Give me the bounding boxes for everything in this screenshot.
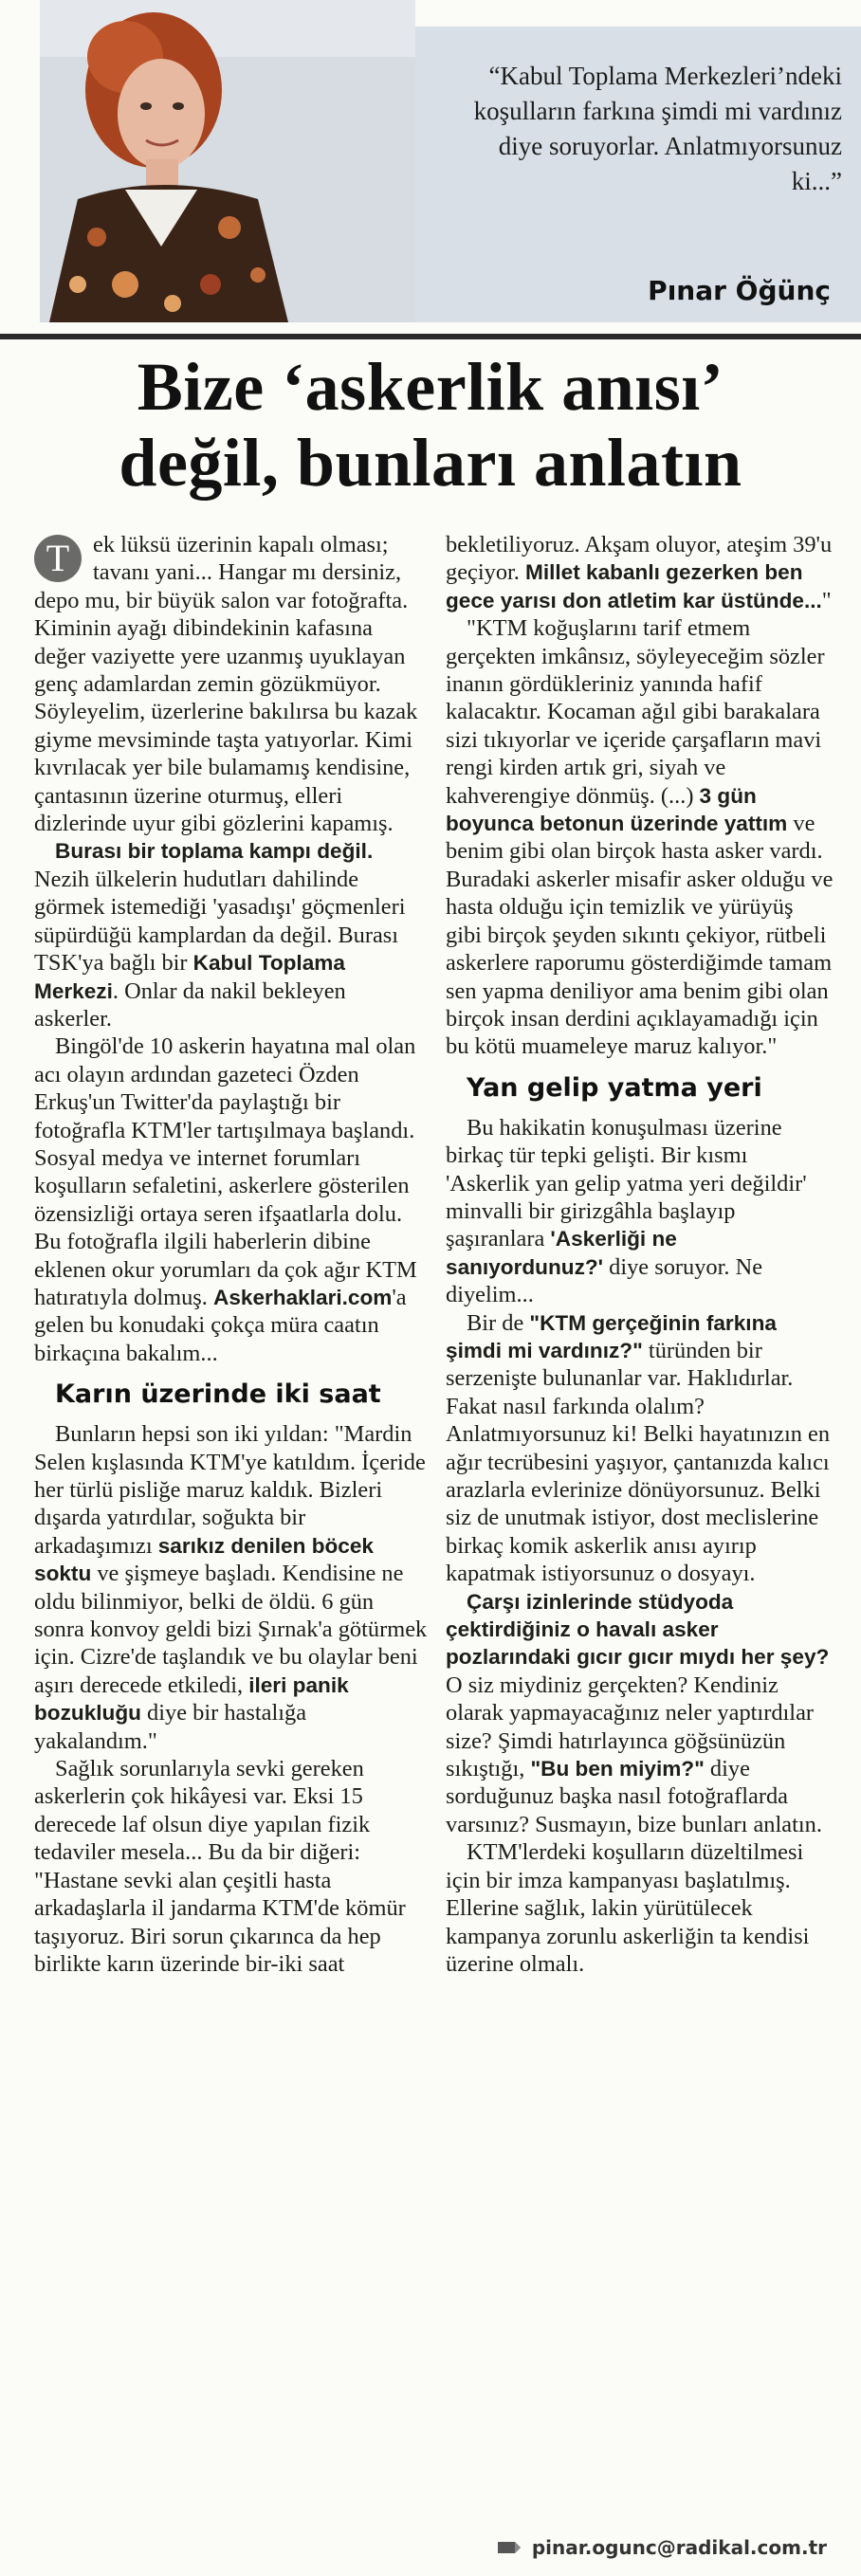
headline-line-1: Bize ‘askerlik anısı’: [137, 349, 724, 425]
paragraph: Bir de "KTM gerçeğinin farkına şimdi mi vardınız?" türünden bir serzeniştе bulunanlar var. Haklıdırlar. Fakat nasıl farkında olalım? Anlatmıyorsunuz ki! Belki hayatınızın en ağır tecrübesini yaşıyor, çantanızda kalıcı arazlarla evlerinize dönüyorsunuz. Belki siz de unutmak istiyor, dost meclislerine birkaç komik askerlik anısı ayırıp kapatmak istiyorsunuz o dosyayı.: [446, 1309, 831, 1587]
header-rule: [0, 334, 861, 339]
drop-cap: T: [34, 535, 82, 582]
pull-quote: “Kabul Toplama Merkezleri’ndeki koşulların farkına şimdi mi vardınız diye soruyorlar. Anlatmıyorsunuz ki...”: [473, 62, 842, 195]
paragraph: T ek lüksü üzerinin kapalı olması; tavanı yani... Hangar mı dersiniz, depo mu, bir büyük salon var fotoğrafta. Kiminin ayağı dibindekinin kafasına değer vaziyette yere uzanmış uyuklayan genç adamlardan zemin gözükmüyor. Söyleyelim, üzerlerine bakılırsa bu kazak giyme mevsiminde taşta yatıyorlar. Kimi kıvrılacak yer bile bulamamış kendisine, çantasının üzerine oturmuş, elleri dizlerinde uyur gibi gözlerini kapamış.: [34, 532, 418, 837]
column-header: [0, 0, 861, 322]
author-email[interactable]: [496, 2536, 827, 2559]
paragraph: Bunların hepsi son iki yıldan: "Mardin Selen kışlasında KTM'ye katıldım. İçeride her türlü pisliğe maruz kaldık. Bizleri dışarda yatırdılar, soğukta bir arkadaşımızı sarıkız denilen böcek soktu ve şişmeye başladı. Kendisine ne oldu bilinmiyor, belki de öldü. 6 gün sonra konvoy geldi bizi Şırnak'a götürmek için. Cizre'de taşlandık ve bu olaylar beni aşırı derecede etkiledi, ileri panik bozukluğu diye bir hastalığa yakalandım.": [34, 1421, 428, 1754]
paragraph: KTM'lerdeki koşulların düzeltilmesi için bir imza kampanyası başlatılmış. Ellerine sağlık, lakin yürütülecek kampanya zorunlu askerliğin ta kendisi üzerine olmalı.: [446, 1839, 810, 1977]
paragraph: Burası bir toplama kampı değil. Nezih ülkelerin hudutları dahilinde görmek istemediği 'yasadışı' göçmenleri süpürdüğü kamplardan da değil. Burası TSK'ya bağlı bir Kabul Toplama Merkezi. Onlar da nakil bekleyen askerler.: [34, 839, 406, 1032]
email-address[interactable]: pinar.ogunc@radikal.com.tr: [531, 2536, 827, 2559]
paragraph: Çarşı izinlerinde stüdyoda çektirdiğiniz o havalı asker pozlarındaki gıcır gıcır mıydı her şey? O siz miydiniz gerçekten? Kendiniz olarak yapmayacağınız neler yaptırdılar size? Şimdi hatırlayınca göğsünüzün sıkıştığı, "Bu ben miyim?" diye sorduğunuz başka nasıl fotoğraflarda varsınız? Susmayın, bize bunları anlatın.: [446, 1589, 830, 1837]
author-photo: [40, 0, 415, 322]
column-right: [446, 531, 834, 1978]
paragraph: Bingöl'de 10 askerin hayatına mal olan acı olayın ardından gazeteci Özden Erkuş'un Twitter'da paylaştığı bir fotoğrafla KTM'ler tartışılmaya başlandı. Sosyal medya ve internet forumları koşulların sefaletini, askerlere gösterilen özensizliği ortaya seren ifşaatlarla dolu. Bu fotoğrafla ilgili haberlerin dibine eklenen okur yorumları da çok ağır KTM hatıratıyla dolmuş. Askerhaklari.com'a gelen bu konudaki çokça müra caatın birkaçına bakalım...: [34, 1033, 417, 1366]
paragraph: bekletiliyoruz. Akşam oluyor, ateşim 39'u geçiyor. Millet kabanlı gezerken ben gece yarısı don atletim kar üstünde...": [446, 532, 833, 613]
subheading: Yan gelip yatma yeri: [467, 1072, 762, 1103]
pen-icon: [496, 2538, 522, 2557]
author-name: Pınar Öğünç: [648, 275, 831, 306]
subheading: Karın üzerinde iki saat: [55, 1379, 381, 1410]
paragraph: "KTM koğuşlarını tarif etmem gerçekten imkânsız, söyleyeceğim sözler inanın gördükleriniz yanında hafif kalacaktır. Kocaman ağıl gibi barakalara sizi tıkıyorlar ve içeride çarşafların mavi rengi kirden artık gri, siyah ve kahverengiye dönmüş. (...) 3 gün boyunca betonun üzerinde yattım ve benim gibi olan birçok hasta asker vardı. Buradaki askerler misafir asker olduğu ve hasta olduğu için temizlik ve yürüyüş gibi birçok şeyden sıkıntı çekiyor, rütbeli askerlere raporumu gösterdiğimde tamam sen yapma deniliyor ama benim gibi olan birçok insan derdini açıklayamadığı için bu kötü muameleye maruz kalıyor.": [446, 615, 834, 1060]
headline-line-2: değil, bunları anlatın: [119, 425, 742, 501]
column-left: [34, 531, 429, 1978]
paragraph: Bu hakikatin konuşulması üzerine birkaç tür tepki gelişti. Bir kısmı 'Askerlik yan gelip yatma yeri değildir' minvalli bir girizgâhla başlayıp şaşıranlara 'Askerliği ne sanıyordunuz?' diye soruyor. Ne diyelim...: [446, 1114, 807, 1308]
headline: [0, 349, 861, 501]
paragraph: Sağlık sorunlarıyla sevki gereken askerlerin çok hikâyesi var. Eksi 15 derecede laf olsun diye yapılan fizik tedaviler mesela... Bu da bir diğeri: "Hastane sevki alan çeşitli hasta arkadaşlarla il jandarma KTM'de kömür taşıyoruz. Biri sorun çıkarınca da hep birlikte karın üzerinde bir-iki saat: [34, 1756, 406, 1977]
